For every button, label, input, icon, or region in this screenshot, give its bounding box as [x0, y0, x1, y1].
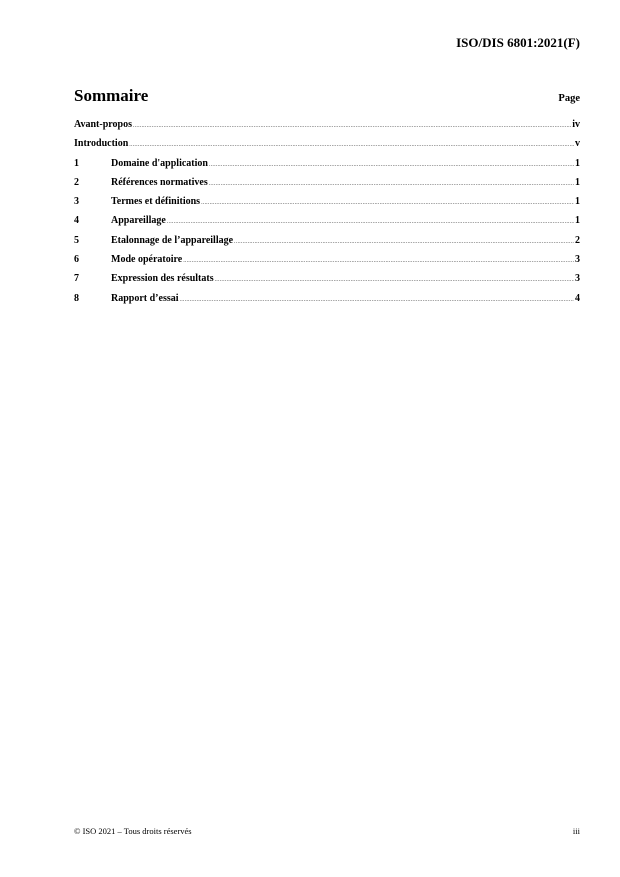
- toc-dot-leader: [129, 142, 574, 148]
- toc-entry-number: 8: [74, 292, 79, 304]
- toc-dot-leader: [234, 239, 574, 245]
- toc-entry-page: 3: [575, 273, 580, 285]
- toc-entry-page: 1: [575, 157, 580, 169]
- toc-entry-label: Etalonnage de l’appareillage: [111, 234, 234, 246]
- toc-dot-leader: [209, 162, 574, 168]
- toc-entry-label: Appareillage: [111, 215, 166, 227]
- toc-entry-page: 2: [575, 234, 580, 246]
- toc-dot-leader: [201, 200, 574, 206]
- toc-entry-label: Domaine d'application: [111, 157, 208, 169]
- toc-entry-1[interactable]: [74, 158, 580, 177]
- toc-entry-5[interactable]: [74, 235, 580, 254]
- toc-dot-leader: [133, 123, 571, 129]
- toc-entry-4[interactable]: [74, 215, 580, 234]
- toc-entry-page: iv: [572, 119, 580, 130]
- toc-entry-label: Références normatives: [111, 176, 208, 188]
- toc-title-row: [74, 86, 580, 106]
- toc-entry-page: 4: [575, 292, 580, 304]
- toc-entry-label: Termes et définitions: [111, 196, 201, 208]
- toc-entry-number: 3: [74, 196, 79, 208]
- toc-entry-number: 4: [74, 215, 79, 227]
- toc-entry-number: 5: [74, 234, 79, 246]
- footer-page-number: iii: [572, 826, 580, 836]
- toc-dot-leader: [167, 219, 574, 225]
- toc-entry-page: 1: [575, 215, 580, 227]
- toc-entry-label: Avant-propos: [74, 119, 132, 130]
- toc-title: Sommaire: [74, 86, 149, 105]
- toc-entry-8[interactable]: [74, 293, 580, 312]
- toc-entry-7[interactable]: [74, 273, 580, 292]
- toc-entry-number: 2: [74, 176, 79, 188]
- toc-page-column-label: Page: [558, 93, 580, 104]
- toc-dot-leader: [215, 277, 574, 283]
- toc-entry-number: 7: [74, 273, 79, 285]
- toc-dot-leader: [209, 181, 574, 187]
- toc-entry-page: 1: [575, 196, 580, 208]
- toc-entry-number: 1: [74, 157, 79, 169]
- toc-list: [74, 119, 580, 312]
- toc-dot-leader: [183, 258, 574, 264]
- toc-entry-avant-propos[interactable]: [74, 119, 580, 138]
- toc-entry-2[interactable]: [74, 177, 580, 196]
- copyright-notice: © ISO 2021 – Tous droits réservés: [74, 826, 192, 836]
- document-id-header: ISO/DIS 6801:2021(F): [456, 35, 580, 50]
- toc-entry-3[interactable]: [74, 196, 580, 215]
- toc-dot-leader: [180, 297, 574, 303]
- toc-entry-label: Rapport d’essai: [111, 292, 179, 304]
- toc-entry-page: 1: [575, 176, 580, 188]
- toc-entry-label: Mode opératoire: [111, 254, 183, 266]
- toc-entry-page: 3: [575, 254, 580, 266]
- toc-entry-label: Expression des résultats: [111, 273, 214, 285]
- toc-entry-number: 6: [74, 254, 79, 266]
- toc-entry-page: v: [575, 138, 580, 150]
- page-footer: [74, 826, 580, 836]
- toc-entry-label: Introduction: [74, 138, 129, 150]
- toc-entry-introduction[interactable]: [74, 138, 580, 157]
- toc-entry-6[interactable]: [74, 254, 580, 273]
